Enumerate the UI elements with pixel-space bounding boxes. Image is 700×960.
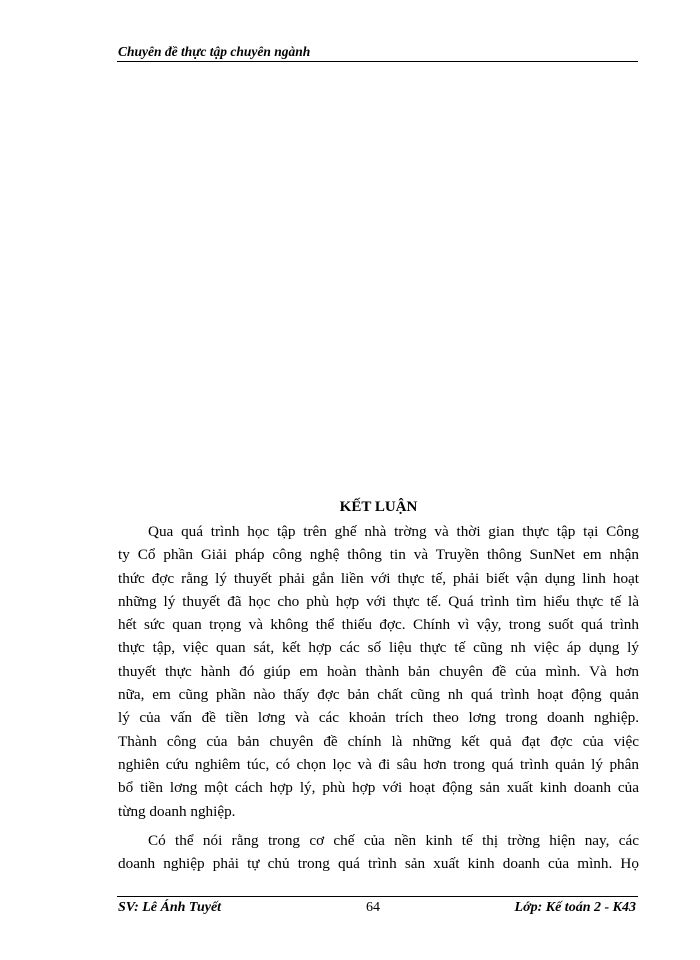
- footer-divider: [117, 896, 638, 897]
- text-line: doanh nghiệp phải tự chủ trong quá trình sản xuất kinh doanh của mình. Họ: [118, 855, 639, 873]
- paragraph-2: [118, 829, 639, 876]
- text-line: bổ tiền lơng một cách hợp lý, phù hợp với hoạt động sản xuất kinh doanh của: [118, 779, 639, 797]
- text-line: thuyết thực hành đó giúp em hoàn thành bản chuyên đề của mình. Và hơn: [118, 662, 639, 680]
- page-number: 64: [366, 900, 380, 915]
- text-line: Qua quá trình học tập trên ghế nhà trờng và thời gian thực tập tại Công: [148, 523, 639, 540]
- text-line: ty Cổ phần Giải pháp công nghệ thông tin và Truyền thông SunNet em nhận: [118, 546, 639, 564]
- text-line: từng doanh nghiệp.: [118, 802, 236, 820]
- text-line: Có thể nói rằng trong cơ chế của nền kinh tế thị trờng hiện nay, các: [148, 831, 639, 849]
- text-line: Thành công của bản chuyên đề chính là những kết quả đạt đợc của việc: [118, 732, 639, 750]
- section-body: [118, 520, 639, 875]
- text-line: lý của vấn đề tiền lơng và các khoản trích theo lơng trong doanh nghiệp.: [118, 709, 639, 727]
- text-line: hết sức quan trọng và không thể thiếu đợc. Chính vì vậy, trong suốt quá trình: [118, 616, 639, 634]
- class-label: Lớp: Kế toán 2 - K43: [514, 900, 636, 915]
- text-line: thức đợc rằng lý thuyết phải gắn liền với thực tế, phải biết vận dụng linh hoạt: [118, 569, 639, 587]
- text-line: những lý thuyết đã học cho phù hợp với thực tế. Quá trình tìm hiểu thực tế là: [118, 592, 639, 610]
- paragraph-1: [118, 520, 639, 823]
- text-line: nữa, em cũng phần nào thấy đợc bản chất cũng nh quá trình hoạt động quản: [118, 686, 639, 704]
- student-name: SV: Lê Ánh Tuyết: [118, 900, 222, 915]
- text-line: nghiên cứu nghiêm túc, có chọn lọc và đi sâu hơn trong quá trình quản lý phân: [118, 755, 639, 773]
- text-line: thực tập, việc quan sát, kết hợp các số liệu thực tế cũng nh việc áp dụng lý: [118, 639, 639, 657]
- section-title: KẾT LUẬN: [339, 499, 418, 515]
- running-header: Chuyên đề thực tập chuyên ngành: [118, 44, 311, 59]
- page-footer: [118, 899, 638, 917]
- header-divider: [117, 61, 638, 62]
